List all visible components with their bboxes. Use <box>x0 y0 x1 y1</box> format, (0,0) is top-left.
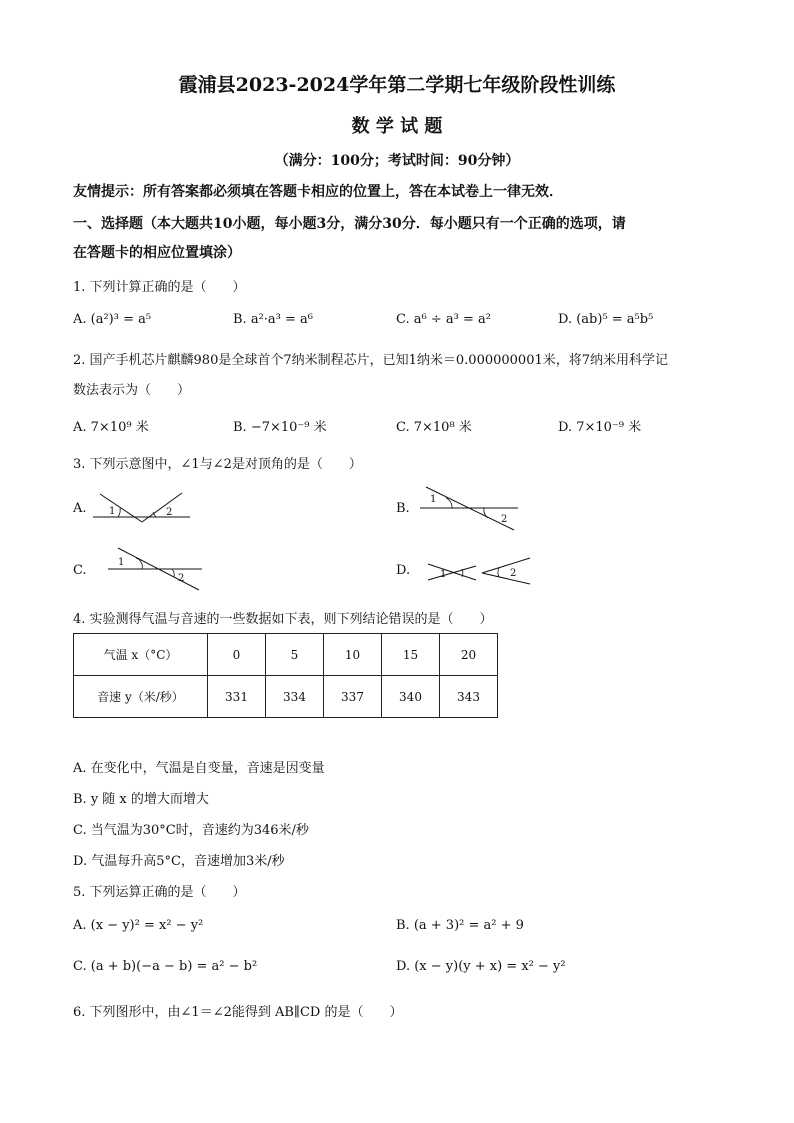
q3-d-angle2-label: 2 <box>510 568 517 579</box>
friendly-tip: 友情提示：所有答案都必须填在答题卡相应的位置上，答在本试卷上一律无效． <box>73 184 563 200</box>
score-info: （满分：100分；考试时间：90分钟） <box>274 153 520 169</box>
q5-option-a: A. (x − y)² = x² − y² <box>73 918 204 933</box>
q2-option-a: A. 7×10⁹ 米 <box>73 420 149 435</box>
q3-option-b-label: B. <box>396 501 410 516</box>
q1-option-b: B. a²·a³ = a⁶ <box>233 312 313 327</box>
q3-c-angle1-label: 1 <box>118 557 125 568</box>
table-cell: 343 <box>440 676 498 718</box>
q3-b-angle1-label: 1 <box>430 494 437 505</box>
q3-c-angle2-label: 2 <box>178 573 185 584</box>
temperature-sound-table <box>73 633 498 718</box>
table-cell: 0 <box>208 634 266 676</box>
q4-stem: 4. 实验测得气温与音速的一些数据如下表，则下列结论错误的是（ ） <box>73 612 493 627</box>
table-cell: 10 <box>324 634 382 676</box>
q3-diagram-d <box>426 556 536 588</box>
table-cell: 340 <box>382 676 440 718</box>
exam-subtitle: 数 学 试 题 <box>351 116 443 137</box>
q3-stem: 3. 下列示意图中，∠1与∠2是对顶角的是（ ） <box>73 457 362 472</box>
q4-option-a: A. 在变化中，气温是自变量，音速是因变量 <box>73 761 325 776</box>
section-heading-line2: 在答题卡的相应位置填涂） <box>73 245 241 261</box>
q6-stem: 6. 下列图形中，由∠1＝∠2能得到 AB∥CD 的是（ ） <box>73 1005 403 1020</box>
q5-stem: 5. 下列运算正确的是（ ） <box>73 885 246 900</box>
q3-option-c-label: C. <box>73 563 87 578</box>
section-heading-line1: 一、选择题（本大题共10小题，每小题3分，满分30分．每小题只有一个正确的选项，请 <box>73 216 626 232</box>
q3-option-d-label: D. <box>396 563 411 578</box>
q1-option-d: D. (ab)⁵ = a⁵b⁵ <box>558 312 654 327</box>
table-row-header: 气温 x（°C） <box>74 634 208 676</box>
q3-diagram-a <box>90 488 200 524</box>
q2-option-c: C. 7×10⁸ 米 <box>396 420 472 435</box>
table-row <box>74 676 498 718</box>
q3-b-angle2-label: 2 <box>501 514 508 525</box>
q2-stem-line1: 2. 国产手机芯片麒麟980是全球首个7纳米制程芯片，已知1纳米＝0.000000001米，将7纳米用科学记 <box>73 353 669 368</box>
q3-diagram-b <box>418 484 528 534</box>
q5-option-c: C. (a + b)(−a − b) = a² − b² <box>73 959 258 974</box>
q3-a-angle1-label: 1 <box>109 506 116 517</box>
q5-option-b: B. (a + 3)² = a² + 9 <box>396 918 524 933</box>
q3-d-angle1-label: 1 <box>440 569 447 580</box>
table-cell: 15 <box>382 634 440 676</box>
table-cell: 5 <box>266 634 324 676</box>
q1-option-c: C. a⁶ ÷ a³ = a² <box>396 312 491 327</box>
q2-option-b: B. −7×10⁻⁹ 米 <box>233 420 327 435</box>
table-cell: 337 <box>324 676 382 718</box>
table-cell: 334 <box>266 676 324 718</box>
exam-title: 霞浦县2023-2024学年第二学期七年级阶段性训练 <box>178 74 616 96</box>
table-cell: 331 <box>208 676 266 718</box>
q4-option-b: B. y 随 x 的增大而增大 <box>73 792 209 807</box>
q4-option-c: C. 当气温为30°C时，音速约为346米/秒 <box>73 823 309 838</box>
table-row-header: 音速 y（米/秒） <box>74 676 208 718</box>
table-cell: 20 <box>440 634 498 676</box>
q3-diagram-c <box>104 544 214 594</box>
q3-a-angle2-label: 2 <box>166 507 173 518</box>
q3-option-a-label: A. <box>73 501 87 516</box>
q4-option-d: D. 气温每升高5°C，音速增加3米/秒 <box>73 854 285 869</box>
q1-option-a: A. (a²)³ = a⁵ <box>73 312 152 327</box>
q2-option-d: D. 7×10⁻⁹ 米 <box>558 420 642 435</box>
table-row <box>74 634 498 676</box>
q2-stem-line2: 数法表示为（ ） <box>73 383 191 398</box>
q1-stem: 1. 下列计算正确的是（ ） <box>73 280 246 295</box>
q5-option-d: D. (x − y)(y + x) = x² − y² <box>396 959 566 974</box>
